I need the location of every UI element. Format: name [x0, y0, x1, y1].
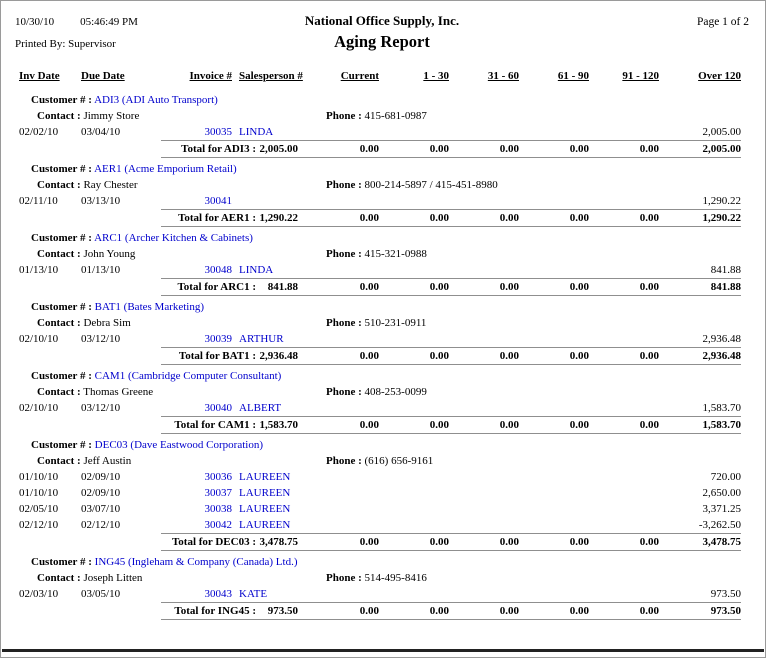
- customer-group: [19, 92, 741, 158]
- invoice-number-link[interactable]: 30042: [204, 519, 232, 531]
- customer-link[interactable]: AER1 (Acme Emporium Retail): [94, 163, 237, 175]
- bucket-amount: [312, 193, 379, 209]
- total-bucket-amount: 0.00: [499, 350, 519, 362]
- salesperson-link[interactable]: LAUREEN: [239, 471, 291, 483]
- total-label: Total for ING45 :: [174, 605, 256, 617]
- total-spacer: [298, 534, 312, 550]
- contact-line: [19, 453, 741, 469]
- column-header-label: Inv Date: [19, 70, 60, 82]
- inv-date: 02/12/10: [19, 519, 59, 531]
- customer-label: Customer # :: [31, 94, 92, 106]
- group-total-row: [19, 416, 741, 434]
- contact-name: John Young: [83, 248, 136, 260]
- total-bucket-amount: 0.00: [499, 212, 519, 224]
- bucket-amount: [519, 485, 589, 501]
- customer-link[interactable]: DEC03 (Dave Eastwood Corporation): [94, 439, 263, 451]
- phone-label: Phone :: [326, 179, 362, 191]
- invoice-row: [19, 262, 741, 278]
- total-bucket-amount: 0.00: [639, 350, 659, 362]
- salesperson-link[interactable]: KATE: [239, 588, 268, 600]
- bucket-amount: [312, 262, 379, 278]
- customer-group: [19, 368, 741, 434]
- bucket-amount: [449, 124, 519, 140]
- phone: [326, 570, 427, 586]
- group-total-row: [19, 347, 741, 365]
- due-date: 03/12/10: [81, 333, 121, 345]
- total-bucket-amount: 0.00: [429, 350, 449, 362]
- total-label: Total for ADI3 :: [181, 143, 256, 155]
- invoice-row: [19, 469, 741, 485]
- customer-group: [19, 437, 741, 551]
- total-amount: 2,936.48: [259, 350, 298, 362]
- total-bucket-amount: 1,583.70: [702, 419, 741, 431]
- column-header-label: 31 - 60: [487, 70, 519, 82]
- contact-line: [19, 177, 741, 193]
- bucket-amount: [519, 501, 589, 517]
- customer-label: Customer # :: [31, 439, 92, 451]
- bucket-amount: [449, 586, 519, 602]
- phone-label: Phone :: [326, 248, 362, 260]
- column-header-2: [153, 70, 232, 82]
- total-bucket-amount: 0.00: [359, 605, 379, 617]
- column-header-1: [81, 70, 153, 82]
- due-date: 03/13/10: [81, 195, 121, 207]
- phone-label: Phone :: [326, 455, 362, 467]
- invoice-row: [19, 193, 741, 209]
- total-bucket-amount: 0.00: [429, 281, 449, 293]
- bucket-amount: [519, 400, 589, 416]
- total-bucket-amount: 0.00: [429, 536, 449, 548]
- contact-line: [19, 570, 741, 586]
- contact-name: Jimmy Store: [83, 110, 140, 122]
- column-header-row: [19, 70, 741, 82]
- inv-date: 01/13/10: [19, 264, 59, 276]
- salesperson-link[interactable]: LAUREEN: [239, 519, 291, 531]
- total-bucket-amount: 0.00: [499, 281, 519, 293]
- contact-name: Thomas Greene: [83, 386, 154, 398]
- customer-label: Customer # :: [31, 370, 92, 382]
- bucket-amount: [519, 124, 589, 140]
- bucket-amount: [589, 485, 659, 501]
- contact-label: Contact :: [37, 110, 81, 122]
- total-bucket-amount: 0.00: [359, 212, 379, 224]
- phone-number: (616) 656-9161: [364, 455, 434, 467]
- bucket-amount: -3,262.50: [698, 519, 741, 531]
- total-bucket-amount: 0.00: [569, 350, 589, 362]
- salesperson-link[interactable]: ALBERT: [239, 402, 282, 414]
- column-header-5: [379, 70, 449, 82]
- page-indicator: Page 1 of 2: [696, 16, 749, 28]
- due-date: 03/07/10: [81, 503, 121, 515]
- bucket-amount: [312, 501, 379, 517]
- bucket-amount: [449, 331, 519, 347]
- bucket-amount: [519, 586, 589, 602]
- bucket-amount: [449, 262, 519, 278]
- report-header-row1: [1, 1, 765, 29]
- customer-group: [19, 299, 741, 365]
- contact-name: Ray Chester: [83, 179, 138, 191]
- total-spacer: [298, 210, 312, 226]
- page-bottom-rule: [2, 649, 764, 652]
- total-bucket-amount: 0.00: [359, 350, 379, 362]
- inv-date: 02/10/10: [19, 402, 59, 414]
- print-date: 10/30/10: [15, 16, 55, 28]
- total-bucket-amount: 0.00: [569, 212, 589, 224]
- report-title: Aging Report: [334, 32, 430, 51]
- customer-label: Customer # :: [31, 301, 92, 313]
- customer-link[interactable]: ADI3 (ADI Auto Transport): [94, 94, 218, 106]
- invoice-row: [19, 485, 741, 501]
- total-spacer: [298, 603, 312, 619]
- group-total-row: [19, 140, 741, 158]
- customer-label: Customer # :: [31, 556, 92, 568]
- invoice-row: [19, 331, 741, 347]
- column-header-4: [312, 70, 379, 82]
- total-bucket-amount: 0.00: [359, 143, 379, 155]
- inv-date: 02/11/10: [19, 195, 58, 207]
- printed-by: [15, 38, 334, 50]
- bucket-amount: [379, 262, 449, 278]
- group-total-row: [19, 209, 741, 227]
- due-date: 03/05/10: [81, 588, 121, 600]
- invoice-row: [19, 124, 741, 140]
- bucket-amount: [312, 331, 379, 347]
- total-bucket-amount: 1,290.22: [702, 212, 741, 224]
- column-header-3: [232, 70, 312, 82]
- total-amount: 841.88: [267, 281, 298, 293]
- total-label: Total for AER1 :: [178, 212, 256, 224]
- total-bucket-amount: 0.00: [569, 536, 589, 548]
- bucket-amount: 1,583.70: [702, 402, 741, 414]
- column-header-label: Due Date: [81, 70, 125, 82]
- inv-date: 02/02/10: [19, 126, 59, 138]
- bucket-amount: [312, 517, 379, 533]
- printed-by-value: Supervisor: [68, 38, 116, 50]
- total-bucket-amount: 0.00: [359, 419, 379, 431]
- total-bucket-amount: 0.00: [639, 605, 659, 617]
- total-spacer: [298, 348, 312, 364]
- total-bucket-amount: 0.00: [639, 419, 659, 431]
- invoice-number-link[interactable]: 30041: [204, 195, 232, 207]
- phone-label: Phone :: [326, 110, 362, 122]
- phone-number: 415-321-0988: [364, 248, 427, 260]
- bucket-amount: [312, 586, 379, 602]
- bucket-amount: [449, 193, 519, 209]
- bucket-amount: [379, 485, 449, 501]
- bucket-amount: [589, 517, 659, 533]
- bucket-amount: 720.00: [710, 471, 741, 483]
- column-header-label: Current: [340, 70, 379, 82]
- bucket-amount: [379, 517, 449, 533]
- total-bucket-amount: 3,478.75: [702, 536, 741, 548]
- invoice-row: [19, 586, 741, 602]
- contact-name: Debra Sim: [83, 317, 131, 329]
- customer-line: [19, 554, 741, 570]
- customer-group: [19, 230, 741, 296]
- invoice-number-link[interactable]: 30036: [204, 471, 232, 483]
- contact-name: Joseph Litten: [83, 572, 143, 584]
- total-bucket-amount: 0.00: [429, 143, 449, 155]
- total-bucket-amount: 0.00: [569, 281, 589, 293]
- group-total-row: [19, 602, 741, 620]
- salesperson-link[interactable]: LAUREEN: [239, 487, 291, 499]
- contact-name: Jeff Austin: [83, 455, 132, 467]
- invoice-number-link[interactable]: 30035: [204, 126, 232, 138]
- bucket-amount: [312, 485, 379, 501]
- bucket-amount: [589, 586, 659, 602]
- contact-line: [19, 246, 741, 262]
- total-label: Total for DEC03 :: [171, 536, 256, 548]
- bucket-amount: [379, 400, 449, 416]
- printed-by-label: Printed By:: [15, 38, 66, 50]
- contact-label: Contact :: [37, 455, 81, 467]
- contact-line: [19, 108, 741, 124]
- due-date: 03/04/10: [81, 126, 121, 138]
- column-header-label: Salesperson #: [239, 70, 303, 82]
- group-total-row: [19, 533, 741, 551]
- total-bucket-amount: 0.00: [499, 605, 519, 617]
- due-date: 02/12/10: [81, 519, 121, 531]
- column-header-label: 1 - 30: [423, 70, 449, 82]
- report-body: [19, 92, 741, 620]
- due-date: 02/09/10: [81, 471, 121, 483]
- phone: [326, 177, 498, 193]
- bucket-amount: [312, 400, 379, 416]
- total-bucket-amount: 0.00: [639, 281, 659, 293]
- salesperson-link[interactable]: LAUREEN: [239, 503, 291, 515]
- customer-group: [19, 554, 741, 620]
- total-amount: 1,583.70: [259, 419, 298, 431]
- total-bucket-amount: 0.00: [429, 419, 449, 431]
- bucket-amount: [589, 331, 659, 347]
- total-bucket-amount: 973.50: [710, 605, 741, 617]
- column-header-8: [589, 70, 659, 82]
- inv-date: 02/10/10: [19, 333, 59, 345]
- total-amount: 2,005.00: [259, 143, 298, 155]
- bucket-amount: [312, 469, 379, 485]
- customer-line: [19, 230, 741, 246]
- bucket-amount: [379, 501, 449, 517]
- total-bucket-amount: 0.00: [359, 281, 379, 293]
- due-date: 03/12/10: [81, 402, 121, 414]
- bucket-amount: [589, 400, 659, 416]
- total-label: Total for ARC1 :: [177, 281, 256, 293]
- bucket-amount: 1,290.22: [702, 195, 741, 207]
- phone-number: 415-681-0987: [364, 110, 427, 122]
- total-label: Total for CAM1 :: [174, 419, 256, 431]
- total-bucket-amount: 0.00: [569, 605, 589, 617]
- bucket-amount: [519, 331, 589, 347]
- due-date: 02/09/10: [81, 487, 121, 499]
- invoice-number-link[interactable]: 30038: [204, 503, 232, 515]
- customer-line: [19, 92, 741, 108]
- contact-label: Contact :: [37, 179, 81, 191]
- bucket-amount: [449, 517, 519, 533]
- bucket-amount: [449, 501, 519, 517]
- contact-line: [19, 384, 741, 400]
- total-bucket-amount: 0.00: [429, 212, 449, 224]
- phone: [326, 384, 427, 400]
- bucket-amount: 2,650.00: [702, 487, 741, 499]
- total-spacer: [298, 141, 312, 157]
- bucket-amount: 841.88: [710, 264, 741, 276]
- phone-number: 514-495-8416: [364, 572, 427, 584]
- bucket-amount: [379, 124, 449, 140]
- contact-label: Contact :: [37, 317, 81, 329]
- total-bucket-amount: 0.00: [569, 419, 589, 431]
- total-amount: 973.50: [267, 605, 298, 617]
- bucket-amount: [589, 469, 659, 485]
- total-bucket-amount: 0.00: [639, 536, 659, 548]
- total-bucket-amount: 0.00: [639, 212, 659, 224]
- phone: [326, 315, 426, 331]
- bucket-amount: [589, 193, 659, 209]
- total-amount: 3,478.75: [259, 536, 298, 548]
- inv-date: 01/10/10: [19, 487, 59, 499]
- bucket-amount: [519, 193, 589, 209]
- column-header-label: Over 120: [698, 70, 741, 82]
- phone-number: 800-214-5897 / 415-451-8980: [364, 179, 498, 191]
- column-header-9: [659, 70, 741, 82]
- total-amount: 1,290.22: [259, 212, 298, 224]
- column-header-label: 91 - 120: [622, 70, 659, 82]
- bucket-amount: 2,005.00: [702, 126, 741, 138]
- invoice-number-link[interactable]: 30039: [204, 333, 232, 345]
- bucket-amount: [519, 262, 589, 278]
- contact-label: Contact :: [37, 248, 81, 260]
- contact-label: Contact :: [37, 572, 81, 584]
- customer-link[interactable]: ARC1 (Archer Kitchen & Cabinets): [94, 232, 253, 244]
- customer-group: [19, 161, 741, 227]
- invoice-row: [19, 501, 741, 517]
- bucket-amount: [379, 193, 449, 209]
- total-spacer: [298, 417, 312, 433]
- total-bucket-amount: 0.00: [639, 143, 659, 155]
- customer-label: Customer # :: [31, 163, 92, 175]
- inv-date: 02/03/10: [19, 588, 59, 600]
- phone: [326, 246, 427, 262]
- phone: [326, 108, 427, 124]
- total-bucket-amount: 0.00: [499, 419, 519, 431]
- bucket-amount: 973.50: [710, 588, 741, 600]
- bucket-amount: [449, 469, 519, 485]
- total-bucket-amount: 0.00: [429, 605, 449, 617]
- customer-label: Customer # :: [31, 232, 92, 244]
- phone-label: Phone :: [326, 386, 362, 398]
- column-header-label: 61 - 90: [557, 70, 589, 82]
- inv-date: 01/10/10: [19, 471, 59, 483]
- invoice-row: [19, 517, 741, 533]
- salesperson-link[interactable]: ARTHUR: [239, 333, 284, 345]
- total-bucket-amount: 2,005.00: [702, 143, 741, 155]
- customer-line: [19, 299, 741, 315]
- customer-link[interactable]: ING45 (Ingleham & Company (Canada) Ltd.): [94, 556, 298, 568]
- column-header-label: Invoice #: [189, 70, 232, 82]
- phone-label: Phone :: [326, 572, 362, 584]
- invoice-number-link[interactable]: 30037: [204, 487, 232, 499]
- bucket-amount: 2,936.48: [702, 333, 741, 345]
- phone-number: 510-231-0911: [364, 317, 427, 329]
- bucket-amount: [589, 262, 659, 278]
- bucket-amount: [519, 517, 589, 533]
- customer-line: [19, 437, 741, 453]
- invoice-number-link[interactable]: 30043: [204, 588, 232, 600]
- bucket-amount: [589, 501, 659, 517]
- customer-link[interactable]: CAM1 (Cambridge Computer Consultant): [94, 370, 282, 382]
- total-label: Total for BAT1 :: [178, 350, 256, 362]
- bucket-amount: [449, 485, 519, 501]
- column-header-7: [519, 70, 589, 82]
- invoice-number-link[interactable]: 30048: [204, 264, 232, 276]
- total-bucket-amount: 0.00: [359, 536, 379, 548]
- total-bucket-amount: 2,936.48: [702, 350, 741, 362]
- total-bucket-amount: 0.00: [499, 536, 519, 548]
- customer-line: [19, 161, 741, 177]
- company-name: National Office Supply, Inc.: [304, 13, 460, 28]
- customer-line: [19, 368, 741, 384]
- bucket-amount: [379, 469, 449, 485]
- total-bucket-amount: 0.00: [499, 143, 519, 155]
- phone-number: 408-253-0099: [364, 386, 427, 398]
- report-header-row2: [1, 29, 765, 52]
- total-bucket-amount: 841.88: [710, 281, 741, 293]
- total-bucket-amount: 0.00: [569, 143, 589, 155]
- bucket-amount: [312, 124, 379, 140]
- inv-date: 02/05/10: [19, 503, 59, 515]
- print-time: 05:46:49 PM: [80, 16, 138, 28]
- salesperson-link[interactable]: [232, 193, 312, 209]
- bucket-amount: 3,371.25: [702, 503, 741, 515]
- column-header-6: [449, 70, 519, 82]
- contact-line: [19, 315, 741, 331]
- bucket-amount: [519, 469, 589, 485]
- total-spacer: [298, 279, 312, 295]
- bucket-amount: [379, 586, 449, 602]
- contact-label: Contact :: [37, 386, 81, 398]
- salesperson-link[interactable]: LINDA: [239, 264, 274, 276]
- bucket-amount: [589, 124, 659, 140]
- bucket-amount: [379, 331, 449, 347]
- phone: [326, 453, 433, 469]
- bucket-amount: [449, 400, 519, 416]
- customer-link[interactable]: BAT1 (Bates Marketing): [94, 301, 205, 313]
- column-header-0: [19, 70, 81, 82]
- invoice-row: [19, 400, 741, 416]
- print-datetime: [15, 16, 305, 28]
- due-date: 01/13/10: [81, 264, 121, 276]
- salesperson-link[interactable]: LINDA: [239, 126, 274, 138]
- phone-label: Phone :: [326, 317, 362, 329]
- invoice-number-link[interactable]: 30040: [204, 402, 232, 414]
- group-total-row: [19, 278, 741, 296]
